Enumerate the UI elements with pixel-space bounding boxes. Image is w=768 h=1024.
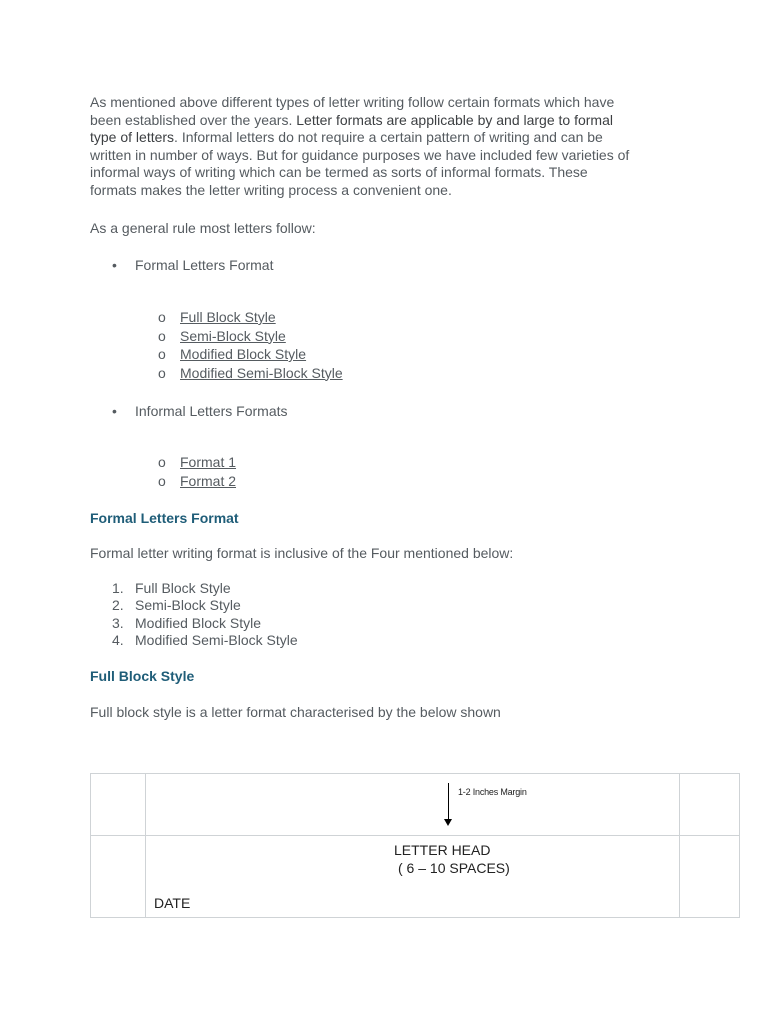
list-item-text: Modified Semi-Block Style [135, 632, 298, 649]
link-format-2[interactable]: Format 2 [180, 472, 237, 489]
bullet-formal [112, 256, 273, 274]
bullet-informal [112, 402, 288, 420]
intro-highlight-end: type of letters [90, 129, 175, 146]
link-semi-block-style[interactable]: Semi-Block Style [180, 327, 286, 344]
list-item [158, 453, 236, 472]
intro-text: been established over the years. [90, 111, 293, 128]
intro-line-5: informal ways of writing which can be termed as sorts of informal formats. These [90, 164, 588, 181]
link-modified-semi-block-style[interactable]: Modified Semi-Block Style [180, 364, 343, 381]
formal-numbered-list [112, 580, 298, 650]
bullet-formal-label: Formal Letters Format [135, 257, 274, 273]
full-block-intro-text: Full block style is a letter format characterised by the below shown [90, 704, 501, 720]
table-cell [680, 836, 740, 918]
spaces-text: ( 6 – 10 SPACES) [398, 860, 510, 876]
bullet-dot-icon: • [112, 257, 117, 273]
list-number: 2. [112, 597, 124, 614]
general-rule-text: As a general rule most letters follow: [90, 220, 316, 236]
table-cell [680, 774, 740, 836]
intro-line-3 [90, 129, 690, 147]
link-modified-block-style[interactable]: Modified Block Style [180, 346, 307, 362]
circle-bullet-icon: o [158, 472, 166, 489]
circle-bullet-icon: o [158, 309, 166, 325]
table-row [91, 774, 740, 836]
margin-arrow [444, 781, 564, 829]
list-item [158, 364, 343, 383]
link-full-block-style[interactable]: Full Block Style [180, 309, 276, 325]
arrow-head-icon [444, 819, 452, 826]
intro-paragraph [90, 94, 690, 200]
date-text: DATE [154, 895, 191, 911]
list-item [112, 632, 298, 649]
list-number: 1. [112, 580, 124, 596]
margin-label: 1-2 Inches Margin [458, 787, 527, 797]
formal-intro-text: Formal letter writing format is inclusive of the Four mentioned below: [90, 545, 514, 561]
intro-text: . Informal letters do not require a certain pattern of writing and can be [174, 129, 603, 146]
table-cell [146, 774, 680, 836]
letter-head-text: LETTER HEAD [394, 842, 491, 858]
heading-formal-letters-format: Formal Letters Format [90, 510, 239, 526]
list-number: 4. [112, 632, 124, 649]
circle-bullet-icon: o [158, 327, 166, 344]
heading-full-block-style: Full Block Style [90, 668, 195, 684]
list-item [112, 580, 298, 597]
circle-bullet-icon: o [158, 346, 166, 362]
list-item [158, 327, 343, 346]
bullet-dot-icon: • [112, 403, 117, 419]
circle-bullet-icon: o [158, 364, 166, 381]
list-item [158, 472, 236, 491]
table-cell [91, 836, 146, 918]
bullet-informal-label: Informal Letters Formats [135, 403, 288, 419]
list-item-text: Modified Block Style [135, 614, 262, 631]
intro-highlight: Letter formats are applicable by and large to formal [296, 111, 613, 128]
list-item [112, 615, 298, 632]
list-item [158, 345, 343, 364]
list-number: 3. [112, 614, 124, 631]
sub-list-formal [158, 308, 343, 382]
intro-line-6: formats makes the letter writing process a convenient one. [90, 181, 452, 198]
link-format-1[interactable]: Format 1 [180, 454, 237, 470]
table-cell [91, 774, 146, 836]
list-item [158, 308, 343, 327]
list-item [112, 597, 298, 614]
list-item-text: Full Block Style [135, 580, 231, 596]
intro-line-1: As mentioned above different types of letter writing follow certain formats which have [90, 94, 615, 110]
sub-list-informal [158, 453, 236, 490]
intro-line-2 [90, 112, 690, 130]
intro-line-4: written in number of ways. But for guidance purposes we have included few varieties of [90, 146, 630, 163]
list-item-text: Semi-Block Style [135, 597, 241, 614]
arrow-down-icon [448, 783, 449, 821]
circle-bullet-icon: o [158, 454, 166, 470]
